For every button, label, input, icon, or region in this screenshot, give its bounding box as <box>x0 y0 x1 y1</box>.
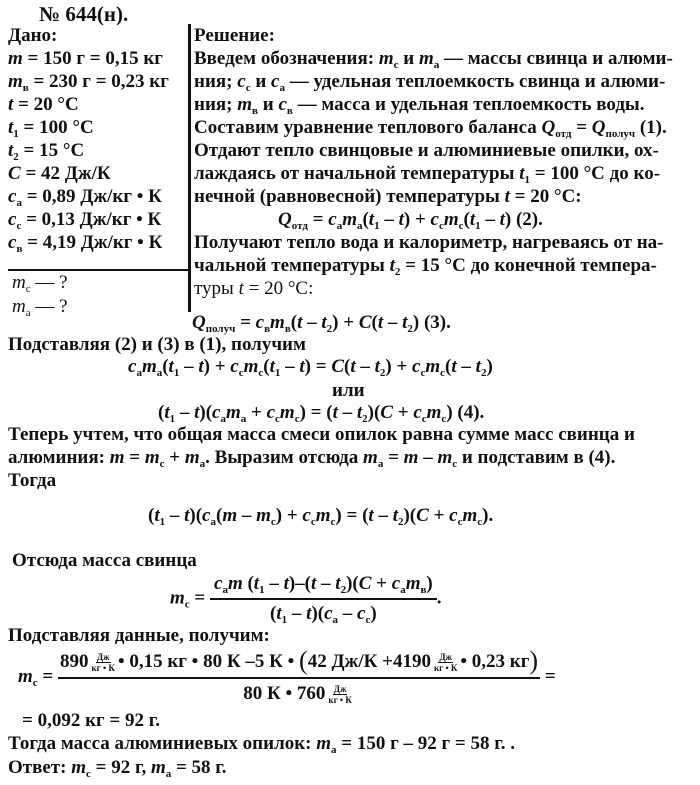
text-line: Подставляя (2) и (3) в (1), получим <box>8 334 306 355</box>
solution-line: Составим уравнение теплового баланса $Q_{отд} = Q_{получ}$ (1). <box>194 117 667 140</box>
text-line: алюминия: $m = m_с + m_а$. Выразим отсюда $m_а = m - m_с$ и подставим в (4). <box>8 447 616 470</box>
equation-substituted: $(t_1 - t)(c_а(m - m_с) + c_сm_с) = (t - t_2)(C + c_сm_с)$. <box>148 505 494 528</box>
text-line: Отсюда масса свинца <box>12 550 197 571</box>
result-line: = 0,092 кг = 92 г. <box>22 710 160 731</box>
solution-line: ния; $c_с$ и $c_а$ — удельная теплоемкость свинца и алюми- <box>194 71 666 94</box>
text-line: Подставляя данные, получим: <box>8 625 270 646</box>
solution-line: ния; $m_в$ и $c_в$ — масса и удельная теплоемкость воды. <box>194 94 645 117</box>
given-divider <box>8 269 188 271</box>
column-divider <box>188 24 191 312</box>
unit-fraction: Дж кг • К <box>91 652 115 674</box>
formula-fraction: $\frac{c_аm (t_1 - t)-(t - t_2)(C + c_аm_в)}{(t_1 - t)(c_а - c_с)}$ <box>210 572 437 626</box>
problem-number: № 644(н). <box>39 2 129 26</box>
answer-line: Ответ: $m_с = 92$ г, $m_а = 58$ г. <box>8 757 227 780</box>
equation-4: $(t_1 - t)(c_аm_а + c_сm_с) = (t - t_2)(C + c_сm_с)$ (4). <box>158 402 485 425</box>
solution-line: лаждаясь от начальной температуры $t_1 = 100$ °С до ко- <box>194 163 661 186</box>
unknown-item: $m_а$ — ? <box>12 296 68 319</box>
calculation-fraction: 890 Дж кг • К • 0,15 кг • 80 К –5 К • (42 Дж/К +4190 Дж кг • К • 0,23 кг) 80 К • 760 Дж кг • К <box>60 646 539 706</box>
solution-line: Отдают тепло свинцовые и алюминиевые опилки, ох- <box>194 140 659 161</box>
given-item: t = 20 °С <box>8 94 79 115</box>
given-item: $t_2 = 15$ °С <box>8 140 85 163</box>
formula-mc: $m_с$ = $\frac{c_аm (t_1 - t)-(t - t_2)(C + c_аm_в)}{(t_1 - t)(c_а - c_с)}$ . <box>170 573 442 626</box>
solution-line: Введем обозначения: $m_с$ и $m_а$ — массы свинца и алюми- <box>194 48 673 71</box>
equation-2: $Q_{отд} = c_аm_а(t_1 - t) + c_сm_с(t_1 - t)$ (2). <box>278 209 543 232</box>
text-line: Тогда <box>8 470 57 491</box>
or-label: или <box>332 380 365 401</box>
unit-fraction: Дж кг • К <box>328 684 352 706</box>
solution-line: чальной температуры $t_2 = 15$ °С до конечной темпера- <box>194 255 657 278</box>
solution-line: нечной (равновесной) температуры t = 20 °С: <box>194 186 582 207</box>
given-item: $c_с = 0,13$ Дж/кг • К <box>8 209 162 232</box>
solution-header: Решение: <box>194 25 275 46</box>
given-item: C = 42 Дж/К <box>8 163 111 184</box>
text-line: Теперь учтем, что общая масса смеси опилок равна сумме масс свинца и <box>8 424 635 445</box>
text-line: Тогда масса алюминиевых опилок: $m_а = 150$ г – 92 г = 58 г. . <box>8 733 515 756</box>
given-item: m = 150 г = 0,15 кг <box>8 48 163 69</box>
given-item: $c_в = 4,19$ Дж/кг • К <box>8 232 163 255</box>
solution-line: туры t = 20 °С: <box>194 278 314 299</box>
equation-combined: $c_аm_а(t_1 - t) + c_сm_с(t_1 - t) = C(t - t_2) + c_сm_с(t - t_2)$ <box>128 356 493 379</box>
unit-fraction: Дж кг • К <box>433 652 458 674</box>
solution-line: Получают тепло вода и калориметр, нагреваясь от на- <box>194 232 664 253</box>
calculation: $m_с$ = 890 Дж кг • К • 0,15 кг • 80 К –5 К • (42 Дж/К +4190 Дж кг • К • 0,23 кг) 80 К • 760 Дж кг • К = <box>18 646 556 706</box>
given-item: $m_в = 230$ г = 0,23 кг <box>8 71 169 94</box>
unknown-item: $m_с$ — ? <box>12 272 68 295</box>
equation-3: $Q_{получ} = c_вm_в(t - t_2) + C(t - t_2)$ (3). <box>192 312 451 335</box>
given-item: $t_1 = 100$ °С <box>8 117 94 140</box>
given-item: $c_а = 0,89$ Дж/кг • К <box>8 186 162 209</box>
given-header: Дано: <box>8 25 58 46</box>
